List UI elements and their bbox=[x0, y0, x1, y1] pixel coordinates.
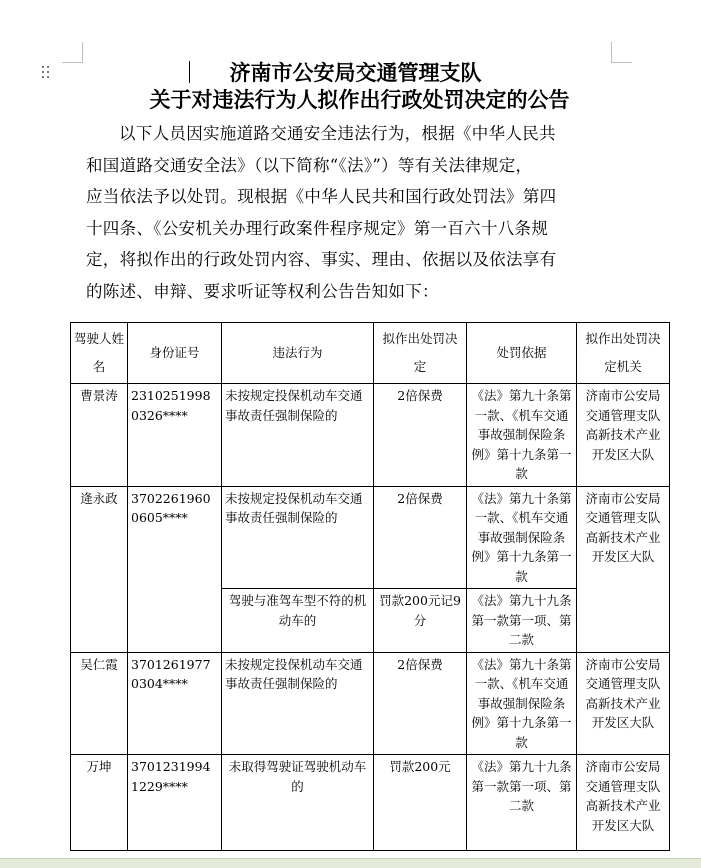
header-driver-name: 驾驶人姓名 bbox=[71, 323, 128, 384]
penalty-basis: 《法》第九十条第一款、《机车交通事故强制保险条例》第十九条第一款 bbox=[467, 384, 577, 487]
id-number: 23102519980326**** bbox=[128, 384, 222, 487]
paragraph-line: 定，将拟作出的行政处罚内容、事实、理由、依据以及依法享有 bbox=[86, 250, 557, 270]
decision-authority: 济南市公安局交通管理支队高新技术产业开发区大队 bbox=[577, 652, 670, 755]
penalty-basis: 《法》第九十九条第一款第一项、第二款 bbox=[467, 589, 577, 653]
violation-act: 驾驶与准驾车型不符的机动车的 bbox=[222, 589, 374, 653]
driver-name: 万坤 bbox=[71, 755, 128, 851]
penalty-decision: 2倍保费 bbox=[374, 384, 467, 487]
violation-act: 未按规定投保机动车交通事故责任强制保险的 bbox=[222, 486, 374, 589]
table-row bbox=[71, 486, 670, 589]
paragraph-line: 十四条、《公安机关办理行政案件程序规定》第一百六十八条规 bbox=[86, 218, 549, 238]
table-row bbox=[71, 652, 670, 755]
violation-act: 未取得驾驶证驾驶机动车的 bbox=[222, 755, 374, 851]
header-id-number: 身份证号 bbox=[128, 323, 222, 384]
document-subtitle: 关于对违法行为人拟作出行政处罚决定的公告 bbox=[149, 87, 570, 112]
decision-authority: 济南市公安局交通管理支队高新技术产业开发区大队 bbox=[577, 384, 670, 487]
driver-name: 吴仁霞 bbox=[71, 652, 128, 755]
penalty-decision: 2倍保费 bbox=[374, 486, 467, 589]
driver-name: 曹景涛 bbox=[71, 384, 128, 487]
paragraph-line: 和国道路交通安全法》（以下简称“《法》”）等有关法律规定， bbox=[86, 155, 533, 175]
document-title: 济南市公安局交通管理支队 bbox=[229, 60, 482, 85]
paragraph-line: 应当依法予以处罚。现根据《中华人民共和国行政处罚法》第四 bbox=[86, 187, 557, 207]
paragraph-line: 以下人员因实施道路交通安全违法行为，根据《中华人民共 bbox=[119, 124, 556, 143]
table-row bbox=[71, 384, 670, 487]
penalty-table bbox=[70, 322, 670, 851]
decision-authority: 济南市公安局交通管理支队高新技术产业开发区大队 bbox=[577, 486, 670, 652]
header-penalty: 拟作出处罚决定 bbox=[374, 323, 467, 384]
penalty-basis: 《法》第九十九条第一款第一项、第二款 bbox=[467, 755, 577, 851]
notice-paragraph bbox=[86, 118, 616, 308]
id-number: 37012619770304**** bbox=[128, 652, 222, 755]
penalty-decision: 罚款200元 bbox=[374, 755, 467, 851]
paragraph-line: 的陈述、申辩、要求听证等权利公告告知如下： bbox=[86, 281, 439, 301]
driver-name: 逄永政 bbox=[71, 486, 128, 652]
violation-act: 未按规定投保机动车交通事故责任强制保险的 bbox=[222, 384, 374, 487]
id-number: 37012319941229**** bbox=[128, 755, 222, 851]
table-row bbox=[71, 755, 670, 851]
penalty-decision: 罚款200元记9分 bbox=[374, 589, 467, 653]
header-violation: 违法行为 bbox=[222, 323, 374, 384]
header-basis: 处罚依据 bbox=[467, 323, 577, 384]
penalty-basis: 《法》第九十条第一款、《机车交通事故强制保险条例》第十九条第一款 bbox=[467, 486, 577, 589]
penalty-decision: 2倍保费 bbox=[374, 652, 467, 755]
decision-authority: 济南市公安局交通管理支队高新技术产业开发区大队 bbox=[577, 755, 670, 851]
penalty-basis: 《法》第九十条第一款、《机车交通事故强制保险条例》第十九条第一款 bbox=[467, 652, 577, 755]
header-authority: 拟作出处罚决定机关 bbox=[577, 323, 670, 384]
id-number: 37022619600605**** bbox=[128, 486, 222, 652]
violation-act: 未按规定投保机动车交通事故责任强制保险的 bbox=[222, 652, 374, 755]
